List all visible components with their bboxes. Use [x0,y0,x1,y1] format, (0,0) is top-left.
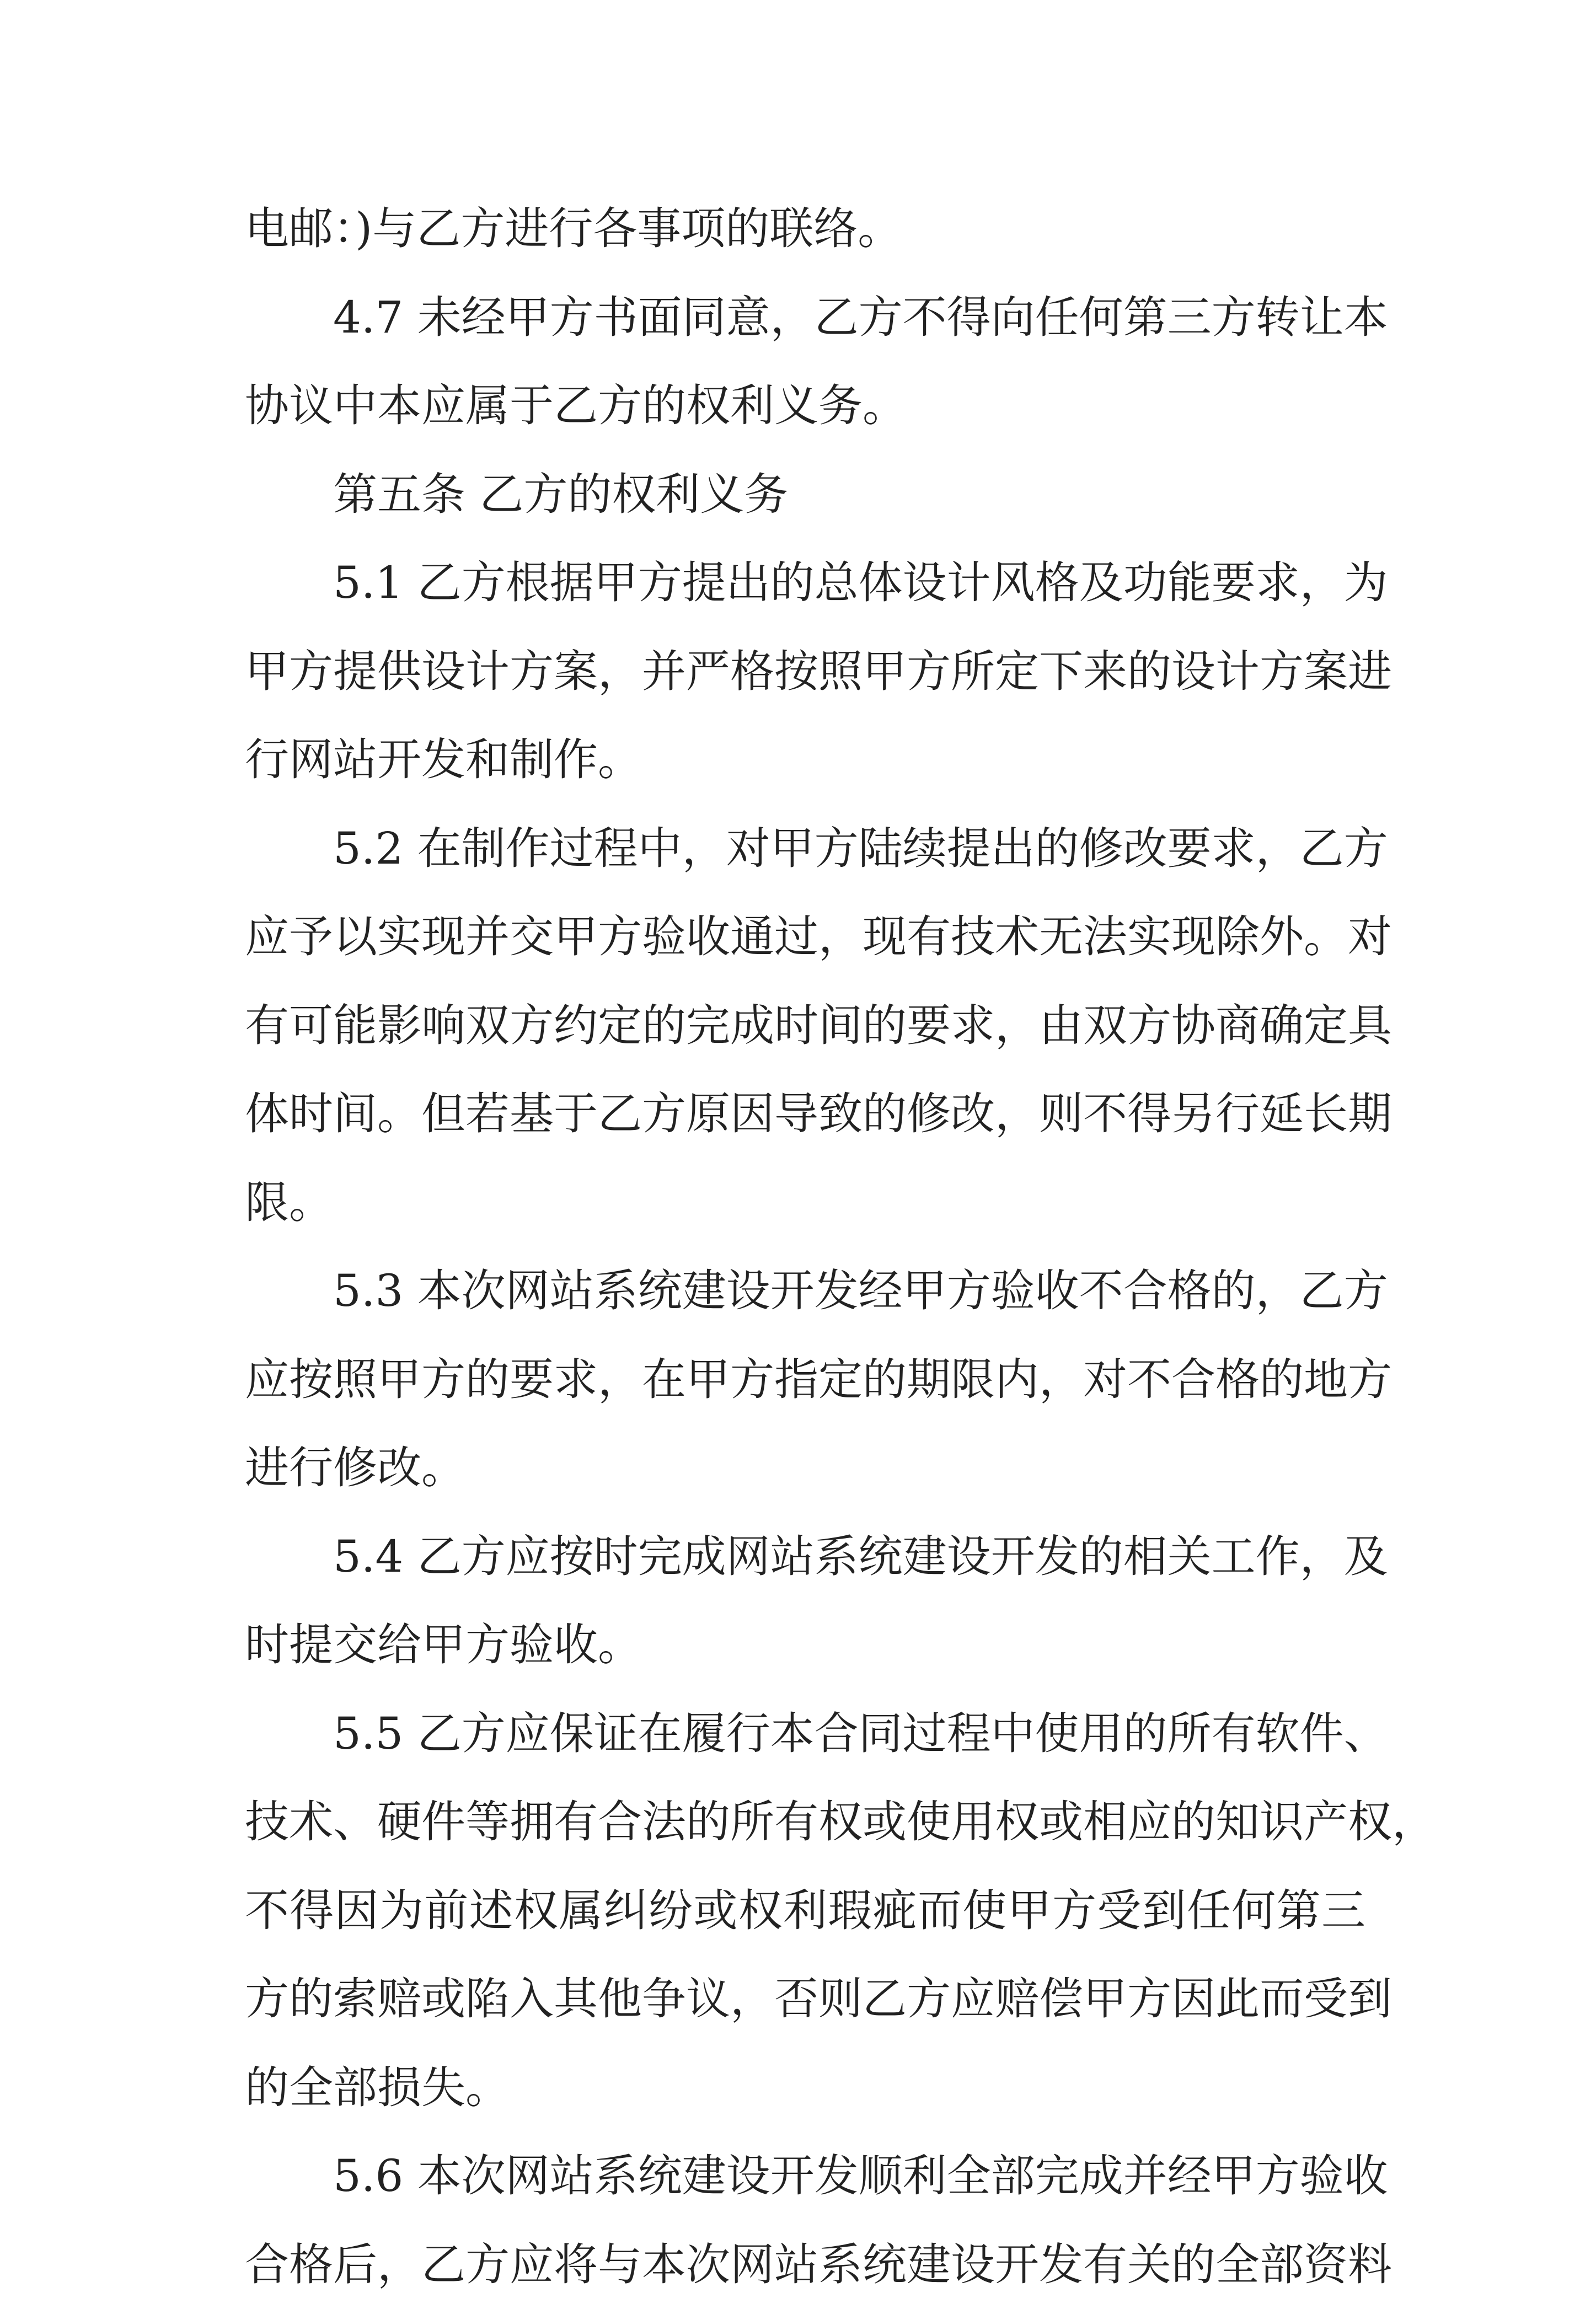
text-line: 的全部损失。 [245,2044,1365,2133]
text-line: 合格后，乙方应将与本次网站系统建设开发有关的全部资料 [245,2221,1365,2309]
clause-5-5-line: 5.5 乙方应保证在履行本合同过程中使用的所有软件、 [245,1690,1365,1778]
document-body [245,185,1365,2309]
text-line: 协议中本应属于乙方的权利义务。 [245,362,1365,451]
text-line: 方的索赔或陷入其他争议，否则乙方应赔偿甲方因此而受到 [245,1955,1365,2044]
clause-5-3-line: 5.3 本次网站系统建设开发经甲方验收不合格的，乙方 [245,1247,1365,1336]
text-line: 甲方提供设计方案，并严格按照甲方所定下来的设计方案进 [245,628,1365,716]
text-line: 不得因为前述权属纠纷或权利瑕疵而使甲方受到任何第三 [245,1867,1365,1956]
text-line: 技术、硬件等拥有合法的所有权或使用权或相应的知识产权， [245,1778,1365,1867]
text-line: 行网站开发和制作。 [245,716,1365,805]
text-line: 电邮：)与乙方进行各事项的联络。 [245,185,1365,274]
text-line: 限。 [245,1159,1365,1247]
clause-5-2-line: 5.2 在制作过程中，对甲方陆续提出的修改要求，乙方 [245,805,1365,893]
text-line: 应按照甲方的要求，在甲方指定的期限内，对不合格的地方 [245,1336,1365,1424]
clause-4-7-line: 4.7 未经甲方书面同意，乙方不得向任何第三方转让本 [245,274,1365,362]
text-line: 有可能影响双方约定的完成时间的要求，由双方协商确定具 [245,982,1365,1070]
text-line: 进行修改。 [245,1424,1365,1513]
text-line: 时提交给甲方验收。 [245,1601,1365,1690]
text-line: 体时间。但若基于乙方原因导致的修改，则不得另行延长期 [245,1070,1365,1159]
section-heading: 第五条 乙方的权利义务 [245,451,1365,539]
clause-5-1-line: 5.1 乙方根据甲方提出的总体设计风格及功能要求，为 [245,539,1365,628]
clause-5-6-line: 5.6 本次网站系统建设开发顺利全部完成并经甲方验收 [245,2132,1365,2221]
clause-5-4-line: 5.4 乙方应按时完成网站系统建设开发的相关工作，及 [245,1513,1365,1601]
text-line: 应予以实现并交甲方验收通过，现有技术无法实现除外。对 [245,893,1365,982]
